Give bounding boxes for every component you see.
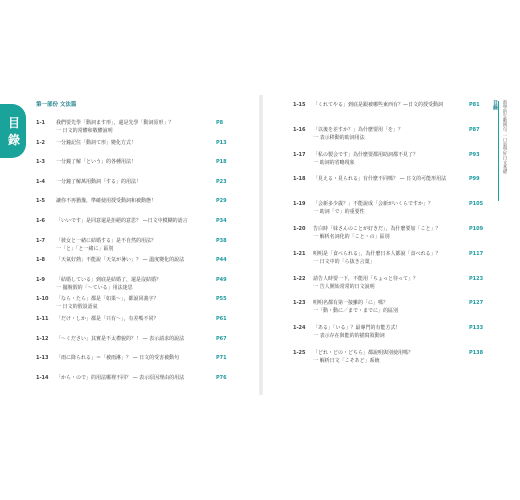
header-rule <box>498 101 499 201</box>
entry-subtitle: 一 助詞的省略現象 <box>313 159 355 166</box>
entry-number: 1-18 <box>293 176 306 183</box>
entry-number: 1-1 <box>36 120 46 126</box>
entry-number: 1-20 <box>293 226 306 232</box>
entry-subtitle: 一 擺脫假的「～ている」用法迷思 <box>56 284 133 291</box>
entry-number: 1-11 <box>36 316 49 322</box>
entry-page-number: P18 <box>216 159 227 166</box>
entry-page-number: P34 <box>216 218 227 224</box>
toc-entry <box>293 127 489 143</box>
entry-title: 「いいです」是同意還是拒絕的意思？ —日文中模糊的語言 <box>56 218 188 224</box>
entry-title: 「会新多少歳？」不能說成「会新がいくらですか」？ <box>313 201 433 208</box>
toc-entry <box>36 179 236 195</box>
entry-page-number: P133 <box>469 325 484 332</box>
entry-page-number: P123 <box>469 275 484 282</box>
toc-entry <box>36 316 236 332</box>
toc-entry <box>36 218 236 234</box>
table-of-contents-tab <box>0 104 26 158</box>
entry-page-number: P61 <box>216 316 227 322</box>
entry-subtitle: 一 日文的假設語氣 <box>56 304 98 311</box>
toc-entry <box>293 350 489 366</box>
toc-entry <box>293 300 489 316</box>
entry-number: 1-25 <box>293 350 306 356</box>
entry-subtitle: 一 表示移動的助詞用法 <box>313 134 365 141</box>
toc-entry <box>293 152 489 168</box>
entry-title: 讓你不再猶豫，準確使用授受動詞和被動態！ <box>56 198 157 205</box>
entry-title: 明明是「食べられる」，為什麼日本人都說「食べれる」？ <box>313 250 441 257</box>
entry-number: 1-15 <box>293 102 306 108</box>
entry-number: 1-7 <box>36 237 46 244</box>
entry-subtitle: 一「と」「と一緒に」區別 <box>56 245 114 252</box>
entry-title: 一分鐘了解萬用動詞「する」的用法！ <box>56 178 142 185</box>
entry-page-number: P55 <box>216 296 227 303</box>
entry-page-number: P8 <box>216 120 224 126</box>
entry-page-number: P93 <box>469 151 480 158</box>
entry-title: 明明名都有第一接雖的「に」嗎？ <box>313 300 389 307</box>
entry-title: 一分鐘了解「という」的各種用法！ <box>56 159 137 166</box>
entry-subtitle: 一 日文的常體和敬體說明 <box>56 128 113 134</box>
entry-page-number: P38 <box>216 237 227 244</box>
entry-page-number: P44 <box>216 257 227 264</box>
entry-page-number: P81 <box>469 102 480 108</box>
entry-title: 一分鐘記住「動詞て形」變化方式！ <box>56 139 137 146</box>
entry-page-number: P127 <box>469 300 484 307</box>
entry-title: 「彼女と一緒に結婚する」是不自然的用法？ <box>56 237 157 244</box>
right-vertical-text: 新學的生動例句 一口氣學好日文基礎 <box>502 100 507 174</box>
entry-number: 1-6 <box>36 218 46 224</box>
entry-title: 「私の製会です」為什麼要都用助詞都不見了？ <box>313 151 419 158</box>
toc-entry <box>36 140 236 156</box>
entry-page-number: P29 <box>216 198 227 205</box>
entry-subtitle: 一 助詞「で」的重要性 <box>313 209 365 216</box>
toc-entry <box>36 257 236 273</box>
toc-entry <box>36 336 236 352</box>
entry-title: 告白時「妹さんのことが好きだ」，為什麼要加「こと」？ <box>313 226 441 232</box>
section-title: 第一部份 文法篇 <box>36 102 77 108</box>
toc-entry <box>36 238 236 254</box>
entry-number: 1-12 <box>36 335 49 342</box>
toc-entry <box>36 277 236 293</box>
entry-number: 1-22 <box>293 275 306 282</box>
toc-entry <box>36 375 236 391</box>
toc-entry <box>36 159 236 175</box>
entry-page-number: P76 <box>216 374 227 381</box>
entry-title: 「ある」「いる」？最專門的有能方式！ <box>313 325 401 332</box>
entry-title: 「くれてやる」到底是跟被哪些東西有？—日文的授受動詞 <box>313 102 444 108</box>
entry-page-number: P13 <box>216 139 227 146</box>
toc-entry <box>36 198 236 214</box>
entry-number: 1-3 <box>36 159 46 166</box>
entry-subtitle: 一 表示存在與能的的描寫敘動詞 <box>313 333 385 340</box>
entry-number: 1-19 <box>293 201 306 208</box>
entry-subtitle: 一 日文中的「ら抜き言葉」 <box>313 258 375 265</box>
toc-entry <box>36 296 236 312</box>
toc-entry <box>36 355 236 371</box>
toc-entry <box>293 325 489 341</box>
entry-title: 「雨に降られる」＝「被雨淋」？ — 日文的受害被動句 <box>56 355 180 362</box>
entry-number: 1-23 <box>293 300 306 307</box>
entry-title: 「天氣好熱」不能說「天気が暑い」？ — 溫度變化的說法 <box>56 257 185 264</box>
entry-page-number: P99 <box>469 176 480 183</box>
toc-entry <box>293 201 489 217</box>
book-gutter <box>259 95 263 395</box>
entry-number: 1-16 <box>293 126 306 133</box>
entry-number: 1-21 <box>293 250 306 257</box>
entry-title: 「以後を差すか？」為什麼要用「を」？ <box>313 126 404 133</box>
entry-page-number: P49 <box>216 276 227 283</box>
entry-title: 「だけ・しか」都是「只有～」，有差嗎不同？ <box>56 316 159 322</box>
toc-entry <box>36 120 236 136</box>
entry-number: 1-10 <box>36 296 49 303</box>
entry-number: 1-8 <box>36 257 46 264</box>
entry-number: 1-5 <box>36 198 46 205</box>
toc-entry <box>293 276 489 292</box>
entry-subtitle: 一 解析名詞化的「こと・の」區別 <box>313 234 390 240</box>
entry-number: 1-9 <box>36 276 46 283</box>
entry-page-number: P109 <box>469 226 484 232</box>
toc-entry <box>293 176 489 192</box>
entry-title: 我們要先學「動詞ます形」，還是先學「動詞原形」？ <box>56 120 174 126</box>
entry-subtitle: 一 告人開始常常的日文說明 <box>313 283 375 290</box>
entry-number: 1-17 <box>293 151 306 158</box>
entry-page-number: P71 <box>216 355 227 362</box>
entry-page-number: P67 <box>216 335 227 342</box>
entry-title: 「～ください」其實是不太禮貌的？！ — 表示請求的說法 <box>56 335 185 342</box>
entry-title: 「見える・見られる」有什麼不同嗎？ — 日文的可能形用法 <box>313 176 447 183</box>
entry-page-number: P23 <box>216 178 227 185</box>
entry-number: 1-24 <box>293 325 306 332</box>
toc-entry <box>293 102 489 118</box>
entry-page-number: P105 <box>469 201 484 208</box>
entry-title: 「なら・たら」都是「如果～」，都說同義字？ <box>56 296 159 303</box>
entry-number: 1-4 <box>36 178 46 185</box>
entry-subtitle: 一 解析日文「こそあど」系統 <box>313 358 380 364</box>
entry-page-number: P117 <box>469 250 484 257</box>
toc-entry <box>293 226 489 242</box>
entry-number: 1-2 <box>36 139 46 146</box>
entry-number: 1-14 <box>36 374 49 381</box>
entry-page-number: P87 <box>469 126 480 133</box>
entry-title: 「結婚している」到底是結婚了，還是沒結婚？ <box>56 276 162 283</box>
entry-subtitle: 一「動・動に／まで・までに」的區別 <box>313 308 399 315</box>
entry-title: 「から・ので」的用法哪裡不同？ — 表示原因理由的用法 <box>56 374 185 381</box>
entry-page-number: P138 <box>469 350 484 356</box>
entry-title: 請告人時要一下，不能用「ちょっと待って」？ <box>313 275 419 282</box>
toc-entry <box>293 251 489 267</box>
entry-title: 「どれ・どの・どちら」都說明與別使用嗎？ <box>313 350 414 356</box>
entry-number: 1-13 <box>36 355 49 362</box>
tab-char-1: 目 <box>7 116 20 130</box>
right-page-header: 目錄 <box>492 100 498 110</box>
tab-char-2: 錄 <box>7 133 20 147</box>
